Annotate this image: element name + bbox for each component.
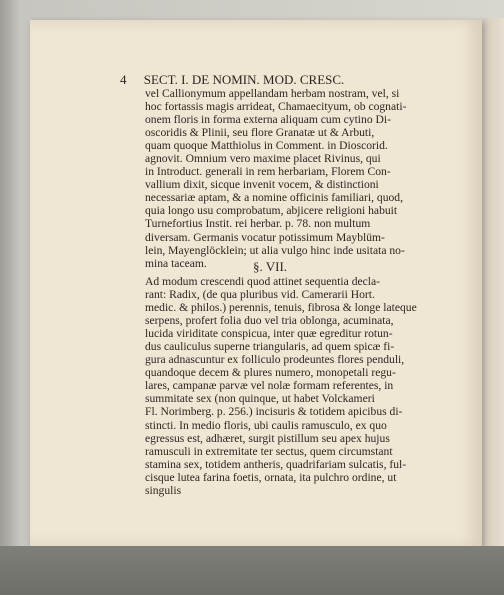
text-line: lares, campanæ parvæ vel nolæ formam referentes, in — [145, 379, 394, 393]
text-line: Turnefortius Instit. rei herbar. p. 78. non multum — [145, 217, 371, 231]
text-line: Ad modum crescendi quod attinet sequentia decla- — [145, 275, 381, 288]
text-line: stincti. In medio floris, ubi caulis ramusculo, ex quo — [145, 418, 387, 432]
facing-page-edge — [482, 18, 504, 548]
text-line: stamina sex, totidem antheris, quadrifariam sulcatis, ful- — [145, 457, 407, 471]
paragraph-2 — [145, 275, 417, 497]
text-line: summitate sex (non quinque, ut habet Volckameri — [145, 392, 375, 406]
text-line: necessariæ aptam, & a nomine officinis familiari, quod, — [145, 191, 404, 205]
text-line: singulis — [145, 483, 182, 497]
text-line: gura adnascuntur ex folliculo prodeuntes flores penduli, — [145, 353, 405, 367]
text-line: agnovit. Omnium vero maxime placet Rivinus, qui — [145, 152, 381, 166]
paragraph-1 — [145, 87, 410, 270]
text-line: serpens, profert folia duo vel tria oblonga, acuminata, — [145, 314, 394, 328]
page-header — [120, 72, 344, 88]
page-number: 4 — [120, 72, 127, 87]
text-line: lein, Mayenglöcklein; ut alia vulgo hinc inde usitata no- — [145, 243, 405, 257]
text-line: quandoque decem & plures numero, monopetali regu- — [145, 366, 396, 380]
text-line: ramusculi in extremitate ter sectus, quem circumstant — [145, 444, 393, 458]
text-line: diversam. Germanis vocatur potissimum Mayblüm- — [145, 230, 385, 244]
text-line: quia longo usu comprobatum, abjicere religioni habuit — [145, 204, 398, 218]
text-line: onem floris in forma externa aliquam cum cytino Di- — [145, 113, 391, 127]
text-line: lucida viriditate conspicua, inter quæ egreditur rotun- — [145, 327, 393, 341]
text-line: in Introduct. generali in rem herbariam, Florem Con- — [145, 165, 391, 179]
running-title: SECT. I. DE NOMIN. MOD. CRESC. — [143, 72, 345, 87]
text-line: vallium dixit, sicque invenit vocem, & distinctioni — [145, 178, 379, 192]
section-heading: §. VII. — [253, 259, 288, 274]
text-line: Fl. Norimberg. p. 256.) incisuris & totidem apicibus di- — [145, 405, 403, 419]
text-line: dus cauliculus superne triangularis, ad quem spicæ fi- — [145, 340, 395, 354]
text-line: rant: Radix, (de qua pluribus vid. Camerarii Hort. — [145, 288, 375, 302]
text-line: cisque lutea farina foetis, ornata, ita pulchro ordine, ut — [145, 470, 397, 484]
text-line: medic. & philos.) perennis, tenuis, fibrosa & longe lateque — [145, 301, 417, 315]
text-line: mina taceam. — [145, 256, 207, 270]
scan-background-bottom — [0, 546, 504, 595]
text-line: oscoridis & Plinii, seu flore Granatæ ut & Arbuti, — [145, 126, 375, 140]
text-line: quam quoque Matthiolus in Comment. in Dioscorid. — [145, 139, 388, 153]
text-line: hoc fortassis magis arrideat, Chamaecityum, ob cognati- — [145, 100, 407, 114]
text-line: vel Callionymum appellandam herbam nostram, vel, si — [145, 87, 400, 100]
text-line: egressus est, adhæret, surgit pistillum seu apex hujus — [145, 431, 390, 445]
